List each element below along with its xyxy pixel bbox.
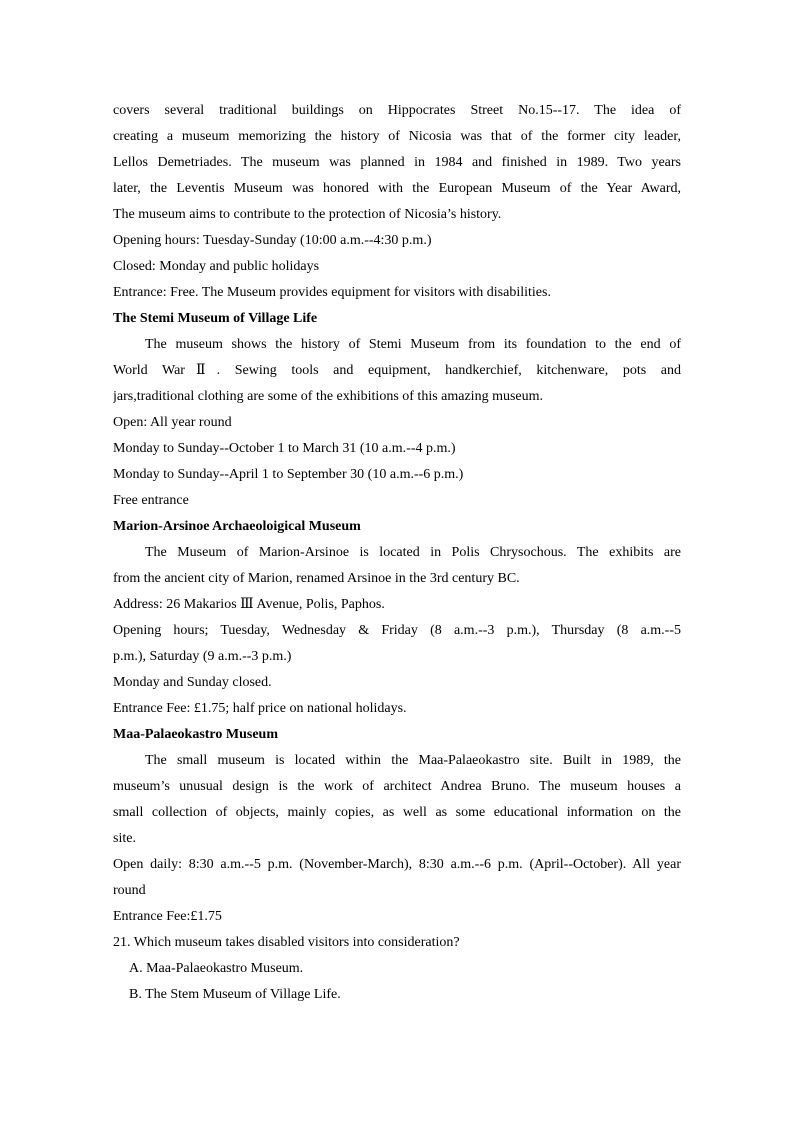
paragraph-line: creating a museum memorizing the history of Nicosia was that of the former city leader, <box>113 129 681 144</box>
closed-days: Monday and Sunday closed. <box>113 675 272 690</box>
section-heading: Maa-Palaeokastro Museum <box>113 727 278 742</box>
paragraph-line: later, the Leventis Museum was honored with the European Museum of the Year Award, <box>113 181 681 196</box>
opening-hours: Opening hours; Tuesday, Wednesday & Friday (8 a.m.--3 p.m.), Thursday (8 a.m.--5 <box>113 623 681 638</box>
paragraph-line: from the ancient city of Marion, renamed Arsinoe in the 3rd century BC. <box>113 571 520 586</box>
marion-section <box>113 514 681 722</box>
entrance-fee: Entrance Fee: £1.75; half price on national holidays. <box>113 701 407 716</box>
paragraph-line: site. <box>113 831 136 846</box>
document-page <box>113 98 681 1008</box>
entrance-info: Free entrance <box>113 493 189 508</box>
paragraph-line: jars,traditional clothing are some of the exhibitions of this amazing museum. <box>113 389 544 404</box>
paragraph-line: The Museum of Marion-Arsinoe is located in Polis Chrysochous. The exhibits are <box>145 545 681 560</box>
open-info: round <box>113 883 146 898</box>
question-stem: 21. Which museum takes disabled visitors into consideration? <box>113 935 460 950</box>
schedule-line: Monday to Sunday--October 1 to March 31 (10 a.m.--4 p.m.) <box>113 441 456 456</box>
opening-hours: p.m.), Saturday (9 a.m.--3 p.m.) <box>113 649 292 664</box>
paragraph-line: The museum shows the history of Stemi Museum from its foundation to the end of <box>145 337 681 352</box>
section-heading: The Stemi Museum of Village Life <box>113 311 318 326</box>
stemi-section <box>113 306 681 514</box>
answer-option-b: B. The Stem Museum of Village Life. <box>129 987 341 1002</box>
closed-days: Closed: Monday and public holidays <box>113 259 320 274</box>
section-heading: Marion-Arsinoe Archaeoloigical Museum <box>113 519 361 534</box>
question-section <box>113 930 681 1008</box>
open-info: Open daily: 8:30 a.m.--5 p.m. (November-March), 8:30 a.m.--6 p.m. (April--October). All year <box>113 857 681 872</box>
entrance-fee: Entrance Fee:£1.75 <box>113 909 222 924</box>
address-line: Address: 26 Makarios Ⅲ Avenue, Polis, Paphos. <box>113 597 385 612</box>
open-info: Open: All year round <box>113 415 232 430</box>
maa-section <box>113 722 681 930</box>
entrance-info: Entrance: Free. The Museum provides equipment for visitors with disabilities. <box>113 285 551 300</box>
paragraph-line: The museum aims to contribute to the protection of Nicosia’s history. <box>113 207 502 222</box>
leventis-section <box>113 98 681 306</box>
paragraph-line: small collection of objects, mainly copies, as well as some educational information on the <box>113 805 681 820</box>
paragraph-line: museum’s unusual design is the work of architect Andrea Bruno. The museum houses a <box>113 779 681 794</box>
paragraph-line: covers several traditional buildings on Hippocrates Street No.15--17. The idea of <box>113 103 681 118</box>
opening-hours: Opening hours: Tuesday-Sunday (10:00 a.m.--4:30 p.m.) <box>113 233 432 248</box>
paragraph-line: World WarⅡ. Sewing tools and equipment, handkerchief, kitchenware, pots and <box>113 363 681 378</box>
paragraph-line: The small museum is located within the Maa-Palaeokastro site. Built in 1989, the <box>145 753 681 768</box>
answer-option-a: A. Maa-Palaeokastro Museum. <box>129 961 304 976</box>
paragraph-line: Lellos Demetriades. The museum was planned in 1984 and finished in 1989. Two years <box>113 155 681 170</box>
schedule-line: Monday to Sunday--April 1 to September 30 (10 a.m.--6 p.m.) <box>113 467 464 482</box>
